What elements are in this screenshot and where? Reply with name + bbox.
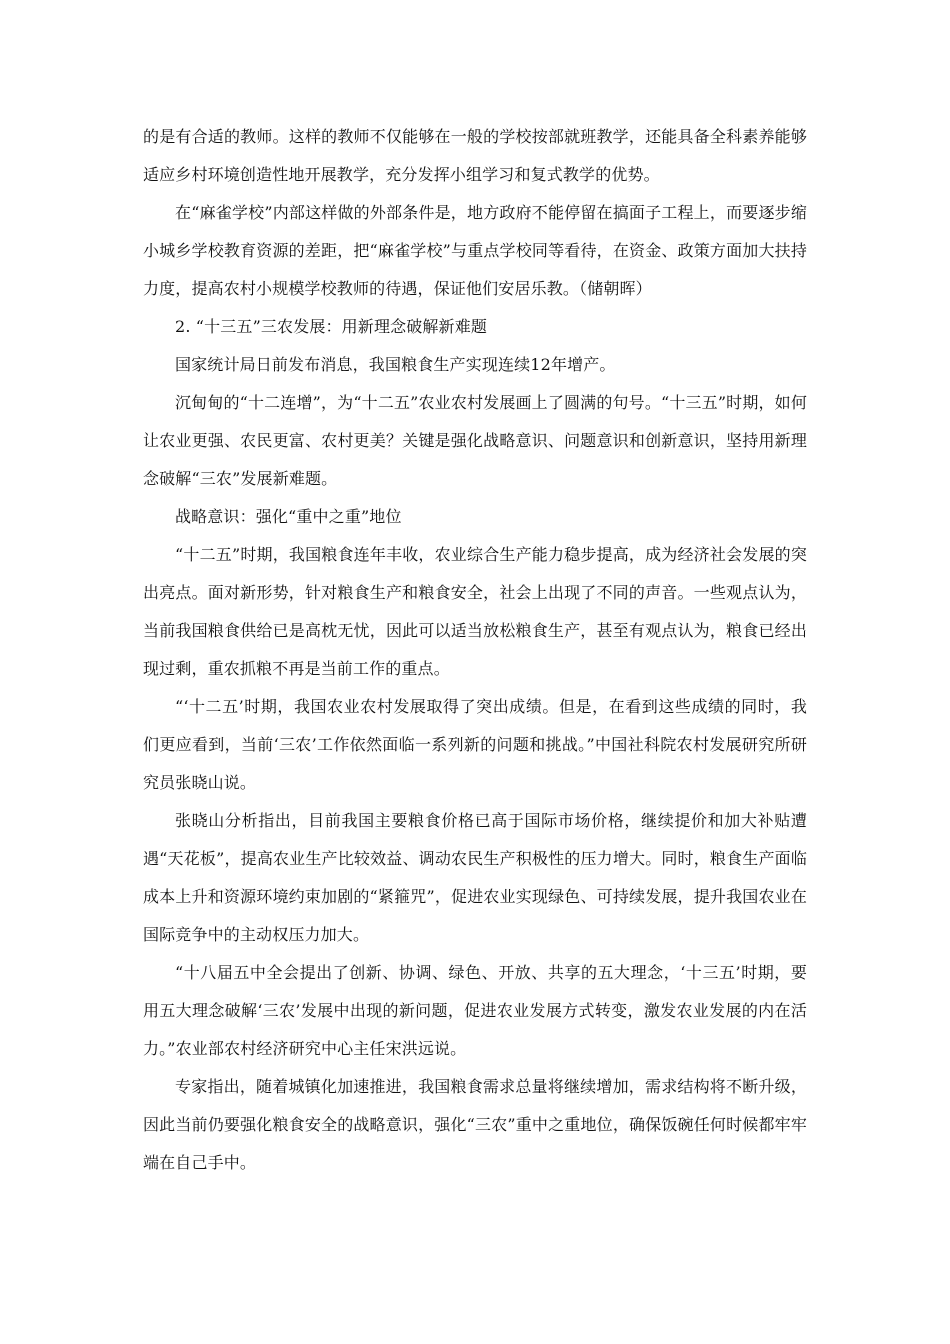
paragraph-song-hongyuan-quote: “十八届五中全会提出了创新、协调、绿色、开放、共享的五大理念，‘十三五’时期，要用五大理念破解‘三农’发展中出现的新问题，促进农业发展方式转变，激发农业发展的内在活力。”农业部农村经济研究中心主任宋洪远说。 bbox=[143, 963, 807, 1058]
document-page bbox=[143, 118, 807, 1182]
paragraph-experts-conclusion: 专家指出，随着城镇化加速推进，我国粮食需求总量将继续增加，需求结构将不断升级，因此当前仍要强化粮食安全的战略意识，强化“三农”重中之重地位，确保饭碗任何时候都牢牢端在自己手中。 bbox=[143, 1077, 807, 1172]
paragraph-continued-teachers: 的是有合适的教师。这样的教师不仅能够在一般的学校按部就班教学，还能具备全科素养能够适应乡村环境创造性地开展教学，充分发挥小组学习和复式教学的优势。 bbox=[143, 127, 807, 184]
paragraph-sparrow-school-conditions: 在“麻雀学校”内部这样做的外部条件是，地方政府不能停留在搞面子工程上，而要逐步缩小城乡学校教育资源的差距，把“麻雀学校”与重点学校同等看待，在资金、政策方面加大扶持力度，提高农村小规模学校教师的待遇，保证他们安居乐教。（储朝晖） bbox=[143, 203, 807, 298]
paragraph-zhang-analysis: 张晓山分析指出，目前我国主要粮食价格已高于国际市场价格，继续提价和加大补贴遭遇“天花板”，提高农业生产比较效益、调动农民生产积极性的压力增大。同时，粮食生产面临成本上升和资源环境约束加剧的“紧箍咒”，促进农业实现绿色、可持续发展，提升我国农业在国际竞争中的主动权压力加大。 bbox=[143, 811, 807, 944]
paragraph-grain-production: 国家统计局日前发布消息，我国粮食生产实现连续12年增产。 bbox=[175, 355, 616, 374]
subheading-strategic-awareness: 战略意识：强化“重中之重”地位 bbox=[175, 507, 402, 526]
section-heading-13th-five-year: 2. “十三五”三农发展：用新理念破解新难题 bbox=[175, 317, 488, 336]
paragraph-12th-five-year-harvest: “十二五”时期，我国粮食连年丰收，农业综合生产能力稳步提高，成为经济社会发展的突出亮点。面对新形势，针对粮食生产和粮食安全，社会上出现了不同的声音。一些观点认为，当前我国粮食供给已是高枕无忧，因此可以适当放松粮食生产，甚至有观点认为，粮食已经出现过剩，重农抓粮不再是当前工作的重点。 bbox=[143, 545, 807, 678]
paragraph-twelve-increases: 沉甸甸的“十二连增”，为“十二五”农业农村发展画上了圆满的句号。“十三五”时期，如何让农业更强、农民更富、农村更美？关键是强化战略意识、问题意识和创新意识，坚持用新理念破解“三农”发展新难题。 bbox=[143, 393, 807, 488]
paragraph-zhang-xiaoshan-quote: “‘十二五’时期，我国农业农村发展取得了突出成绩。但是，在看到这些成绩的同时，我们更应看到，当前‘三农’工作依然面临一系列新的问题和挑战。”中国社科院农村发展研究所研究员张晓山说。 bbox=[143, 697, 807, 792]
